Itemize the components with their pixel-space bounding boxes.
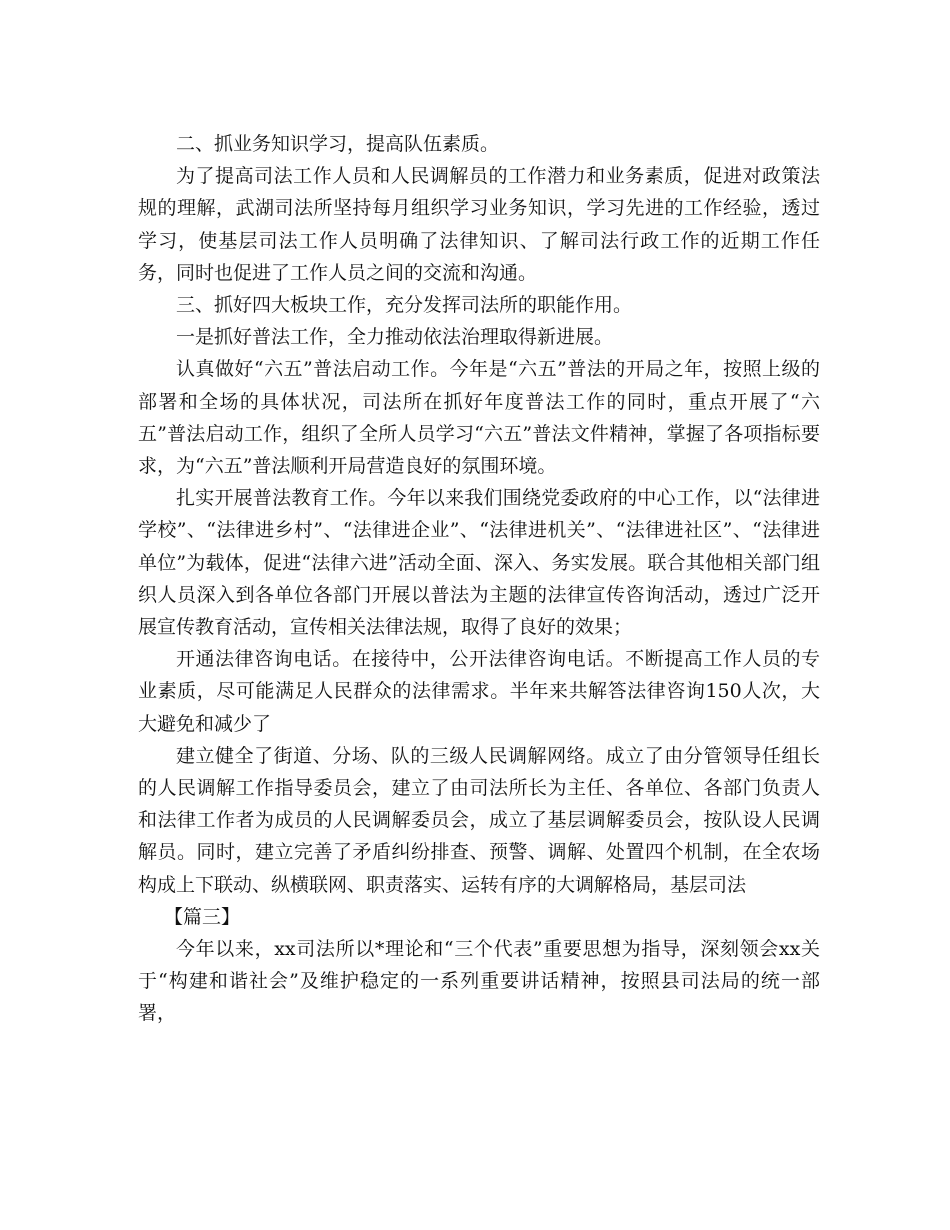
section-heading-three: 三、抓好四大板块工作，充分发挥司法所的职能作用。 [176, 294, 633, 317]
subheading-legal-education: 一是抓好普法工作，全力推动依法治理取得新进展。 [176, 326, 614, 349]
paragraph-hotline: 开通法律咨询电话。在接待中，公开法律咨询电话。不断提高工作人员的专业素质，尽可能满足人民群众的法律需求。半年来共解答法律咨询150人次，大大避免和减少了 [138, 648, 820, 735]
paragraph-liuwu-launch: 认真做好“六五”普法启动工作。今年是“六五”普法的开局之年，按照上级的部署和全场的具体状况，司法所在抓好年度普法工作的同时，重点开展了“六五”普法启动工作，组织了全所人员学习“六五”普法文件精神，掌握了各项指标要求，为“六五”普法顺利开局营造良好的氛围环境。 [138, 358, 820, 478]
document-body [138, 128, 820, 1030]
paragraph-study: 为了提高司法工作人员和人民调解员的工作潜力和业务素质，促进对政策法规的理解，武湖司法所坚持每月组织学习业务知识，学习先进的工作经验，透过学习，使基层司法工作人员明确了法律知识、了解司法行政工作的近期工作任务，同时也促进了工作人员之间的交流和沟通。 [138, 165, 820, 284]
section-heading-two: 二、抓业务知识学习，提高队伍素质。 [176, 133, 500, 155]
paragraph-education-work: 扎实开展普法教育工作。今年以来我们围绕党委政府的中心工作，以“法律进学校”、“法律进乡村”、“法律进企业”、“法律进机关”、“法律进社区”、“法律进单位”为载体，促进“法律六进”活动全面、深入、务实发展。联合其他相关部门组织人员深入到各单位各部门开展以普法为主题的法律宣传咨询活动，透过广泛开展宣传教育活动，宣传相关法律法规，取得了良好的效果； [138, 487, 820, 639]
section-title-part-three: 【篇三】 [164, 905, 241, 928]
paragraph-part-three-intro: 今年以来，xx司法所以*理论和“三个代表”重要思想为指导，深刻领会xx关于“构建和谐社会”及维护稳定的一系列重要讲话精神，按照县司法局的统一部署， [138, 938, 820, 1025]
paragraph-mediation-network: 建立健全了街道、分场、队的三级人民调解网络。成立了由分管领导任组长的人民调解工作指导委员会，建立了由司法所长为主任、各单位、各部门负责人和法律工作者为成员的人民调解委员会，成立了基层调解委员会，按队设人民调解员。同时，建立完善了矛盾纠纷排查、预警、调解、处置四个机制，在全农场构成上下联动、纵横联网、职责落实、运转有序的大调解格局，基层司法 [138, 744, 820, 896]
